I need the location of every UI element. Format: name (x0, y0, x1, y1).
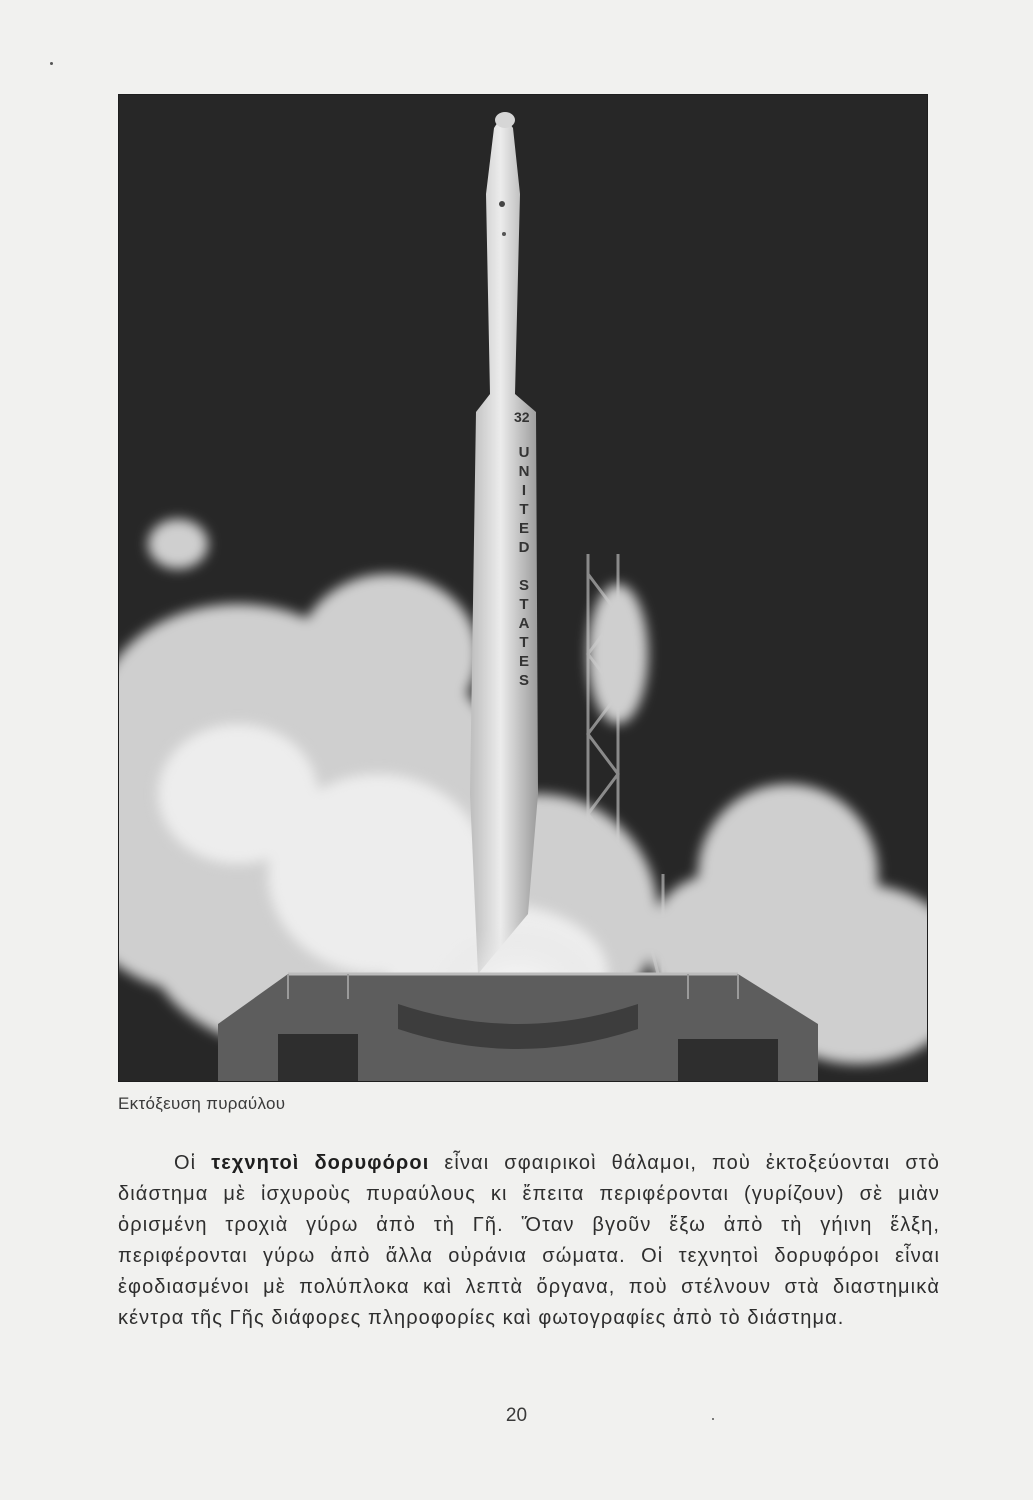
rocket-number: 32 (514, 409, 530, 425)
body-paragraph (118, 1148, 940, 1334)
rocket-lettering: UNITED STATES (515, 444, 533, 691)
rocket-launch-photo (118, 94, 928, 1082)
paragraph-text: εἶναι σφαιρικοὶ θάλαμοι, ποὺ ἐκτοξεύονται στὸ διάστημα μὲ ἰσχυροὺς πυραύλους κι ἔπειτα περιφέρονται (γυρίζουν) σὲ μιὰν ὁρισμένη τροχιὰ γύρω ἀπὸ τὴ Γῆ. Ὅταν βγοῦν ἔξω ἀπὸ τὴ γήινη ἕλξη, περιφέρονται γύρω ἀπὸ ἄλλα οὐράνια σώματα. Οἱ τεχνητοὶ δορυφόροι εἶναι ἐφοδιασμένοι μὲ πολύπλοκα καὶ λεπτὰ ὄργανα, ποὺ στέλνουν στὰ διαστημικὰ κέντρα τῆς Γῆς διάφορες πληροφορίες καὶ φωτογραφίες ἀπὸ τὸ διάστημα. (118, 1152, 940, 1329)
scan-speck (50, 62, 53, 65)
figure-caption: Εκτόξευση πυραύλου (118, 1094, 286, 1113)
key-term: τεχνητοὶ δορυφόροι (211, 1152, 430, 1174)
page-number: 20 (505, 1405, 528, 1426)
launch-pad (218, 974, 818, 1082)
paragraph-lead: Οἱ (174, 1152, 212, 1174)
